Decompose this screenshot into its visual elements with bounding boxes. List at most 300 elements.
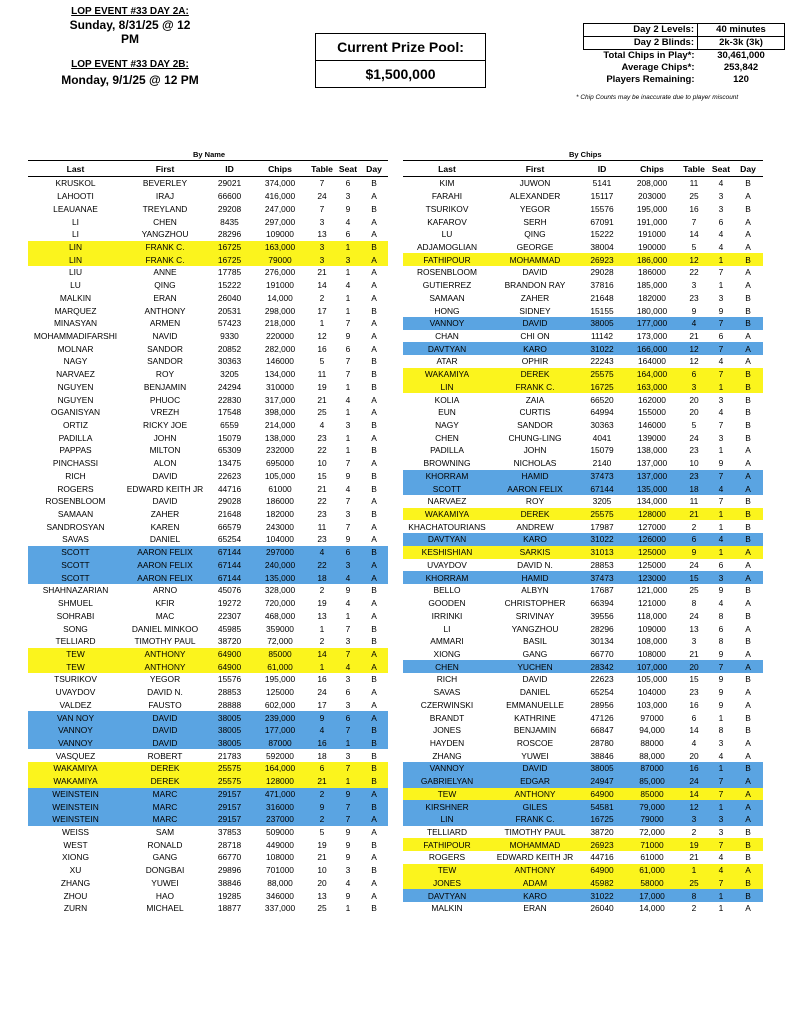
last-name-cell: BROWNING: [423, 458, 471, 469]
id-cell: 38005: [207, 711, 252, 724]
last-name-cell: LIN: [403, 381, 491, 394]
id-cell: 28956: [590, 699, 614, 710]
table-row: [403, 190, 763, 203]
id-cell: 38846: [217, 877, 242, 888]
first-name-cell: CHEN: [153, 216, 177, 227]
id-cell: 26040: [590, 903, 614, 914]
table-row: [403, 304, 763, 317]
last-name-cell: VANNOY: [28, 737, 123, 750]
chips-cell: 125000: [638, 559, 666, 570]
chips-cell: 177,000: [625, 317, 679, 330]
day-cell: A: [371, 598, 377, 609]
seat-cell: 1: [345, 292, 351, 303]
seat-cell: 7: [709, 317, 733, 330]
first-name-cell: ALON: [153, 458, 177, 469]
table-cell: 1: [308, 660, 336, 673]
chips-cell: 104000: [266, 534, 294, 545]
last-name-cell: SHMUEL: [58, 598, 93, 609]
first-name-cell: DAVID N.: [147, 687, 183, 698]
id-cell: 38005: [579, 317, 625, 330]
id-cell: 38005: [207, 737, 252, 750]
first-name-cell: CHI ON: [520, 330, 550, 341]
last-name-cell: VALDEZ: [59, 699, 92, 710]
seat-cell: 1: [709, 800, 733, 813]
first-name-cell: QING: [524, 229, 546, 240]
chips-cell: 72,000: [639, 827, 665, 838]
seat-cell: 7: [336, 813, 360, 826]
seat-cell: 6: [336, 546, 360, 559]
first-name-cell: BENJAMIN: [513, 725, 557, 736]
last-name-cell: LI: [443, 623, 451, 634]
chips-cell: 108000: [638, 648, 666, 659]
id-cell: 31013: [579, 546, 625, 559]
first-name-cell: TIMOTHY PAUL: [134, 636, 196, 647]
table-cell: 11: [689, 496, 699, 507]
id-cell: 67144: [207, 546, 252, 559]
chips-cell: 123000: [625, 571, 679, 584]
table-row: [28, 813, 388, 826]
id-cell: 54581: [579, 800, 625, 813]
day-cell: A: [745, 623, 751, 634]
last-name-cell: IRRINKI: [431, 610, 463, 621]
table-row: [403, 788, 763, 801]
last-name-cell: LU: [70, 280, 81, 291]
chips-cell: 139000: [638, 432, 666, 443]
chips-cell: 317,000: [264, 394, 296, 405]
table-cell: 2: [308, 788, 336, 801]
table-cell: 21: [689, 852, 699, 863]
chips-cell: 94,000: [639, 725, 665, 736]
id-cell: 31022: [579, 889, 625, 902]
last-name-cell: MOLNAR: [57, 343, 94, 354]
chips-cell: 186000: [638, 267, 666, 278]
day-cell: A: [745, 458, 751, 469]
id-cell: 29028: [590, 267, 614, 278]
table-row: [403, 597, 763, 610]
first-name-cell: YUCHEN: [491, 660, 579, 673]
last-name-cell: TEW: [403, 788, 491, 801]
seat-cell: 7: [709, 368, 733, 381]
id-cell: 20531: [217, 305, 242, 316]
table-row: [403, 241, 763, 254]
id-cell: 15079: [590, 445, 614, 456]
table-row: [403, 317, 763, 330]
table-cell: 3: [308, 241, 336, 254]
last-name-cell: SHAHNAZARIAN: [42, 585, 109, 596]
table-row: [403, 660, 763, 673]
last-name-cell: VANNOY: [28, 724, 123, 737]
day-cell: A: [360, 711, 388, 724]
table-row: [403, 355, 763, 368]
table-row: [403, 457, 763, 470]
last-name-cell: PINCHASSI: [52, 458, 99, 469]
id-cell: 64900: [207, 660, 252, 673]
table-cell: 15: [317, 470, 327, 481]
day-cell: A: [745, 280, 751, 291]
table-row: [28, 228, 388, 241]
last-name-cell: BRANDT: [429, 712, 465, 723]
seat-cell: 7: [336, 762, 360, 775]
seat-cell: 9: [345, 330, 351, 341]
chips-cell: 163,000: [252, 241, 308, 254]
first-name-cell: NICHOLAS: [513, 458, 557, 469]
table-row: [28, 826, 388, 839]
day-cell: A: [745, 229, 751, 240]
chips-cell: 164,000: [625, 368, 679, 381]
id-cell: 26923: [579, 253, 625, 266]
table-cell: 8: [679, 889, 709, 902]
day-cell: A: [371, 343, 377, 354]
table-row: [28, 622, 388, 635]
day-cell: A: [371, 521, 377, 532]
first-name-cell: MARC: [123, 800, 207, 813]
first-name-cell: ANTHONY: [144, 305, 186, 316]
prize-pool-value: $1,500,000: [315, 60, 486, 88]
id-cell: 30134: [590, 636, 614, 647]
table-cell: 9: [691, 305, 697, 316]
last-name-cell: ZURN: [63, 903, 88, 914]
blinds-value: 2k-3k (3k): [698, 37, 785, 50]
seat-cell: 1: [709, 889, 733, 902]
table-row: [28, 546, 388, 559]
last-name-cell: VAN NOY: [28, 711, 123, 724]
id-cell: 64900: [579, 788, 625, 801]
day-cell: B: [360, 241, 388, 254]
id-cell: 37473: [579, 571, 625, 584]
players-by-name-table: [28, 160, 388, 915]
id-cell: 17987: [590, 521, 614, 532]
first-name-cell: ARNO: [152, 585, 178, 596]
last-name-cell: TSURIKOV: [425, 203, 469, 214]
table-row: [28, 838, 388, 851]
day-cell: A: [733, 800, 763, 813]
id-cell: 29208: [217, 203, 242, 214]
table-cell: 7: [319, 178, 325, 189]
day-cell: A: [371, 534, 377, 545]
first-name-cell: KARO: [491, 889, 579, 902]
chips-cell: 220000: [266, 330, 294, 341]
seat-cell: 7: [709, 838, 733, 851]
last-name-cell: JONES: [433, 725, 461, 736]
first-name-cell: ERAN: [523, 903, 547, 914]
last-name-cell: WAKAMIYA: [403, 508, 491, 521]
last-name-cell: CHEN: [403, 660, 491, 673]
day-cell: A: [360, 660, 388, 673]
seat-cell: 8: [718, 725, 724, 736]
chips-cell: 61000: [640, 852, 664, 863]
table-row: [403, 253, 763, 266]
day-cell: A: [745, 267, 751, 278]
last-name-cell: UVAYDOV: [427, 559, 467, 570]
table-cell: 2: [691, 521, 697, 532]
table-cell: 11: [317, 521, 327, 532]
last-name-cell: DAVTYAN: [403, 889, 491, 902]
table-cell: 13: [317, 890, 327, 901]
table-row: [403, 520, 763, 533]
first-name-cell: ZAHER: [150, 509, 180, 520]
table-cell: 20: [679, 660, 709, 673]
first-name-cell: ALEXANDER: [509, 191, 561, 202]
first-name-cell: OPHIR: [521, 356, 549, 367]
table-cell: 21: [689, 330, 699, 341]
day-cell: A: [733, 571, 763, 584]
last-name-cell: KRUSKOL: [55, 178, 96, 189]
first-name-cell: DAVID: [123, 724, 207, 737]
first-name-cell: MOHAMMAD: [491, 253, 579, 266]
col-chips: Chips: [252, 161, 308, 177]
table-row: [403, 291, 763, 304]
last-name-cell: LI: [72, 216, 79, 227]
day-cell: A: [745, 903, 751, 914]
id-cell: 19285: [217, 890, 242, 901]
seat-cell: 4: [709, 533, 733, 546]
seat-cell: 4: [709, 864, 733, 877]
day-cell: A: [371, 191, 377, 202]
day-cell: A: [733, 775, 763, 788]
last-name-cell: ROSENBLOOM: [45, 496, 106, 507]
chips-cell: 208,000: [636, 178, 668, 189]
id-cell: 64994: [590, 407, 614, 418]
seat-cell: 7: [336, 648, 360, 661]
id-cell: 16725: [579, 381, 625, 394]
chips-cell: 602,000: [264, 699, 296, 710]
chips-cell: 185,000: [636, 280, 668, 291]
first-name-cell: GANG: [522, 648, 548, 659]
day-cell: B: [733, 381, 763, 394]
table-cell: 11: [689, 178, 699, 189]
table-row: [403, 533, 763, 546]
seat-cell: 3: [345, 699, 351, 710]
seat-cell: 3: [709, 571, 733, 584]
table-cell: 5: [319, 356, 325, 367]
day-cell: B: [371, 305, 377, 316]
first-name-cell: KFIR: [155, 598, 175, 609]
table-cell: 16: [317, 674, 327, 685]
table-row: [403, 864, 763, 877]
day-cell: A: [745, 598, 751, 609]
table-row: [28, 508, 388, 521]
table-cell: 5: [319, 827, 325, 838]
last-name-cell: VASQUEZ: [55, 750, 96, 761]
day-cell: A: [371, 280, 377, 291]
first-name-cell: ZAIA: [525, 394, 545, 405]
last-name-cell: ZHANG: [432, 750, 462, 761]
chips-cell: 17,000: [625, 889, 679, 902]
day-cell: B: [371, 509, 377, 520]
seat-cell: 3: [709, 813, 733, 826]
table-row: [403, 749, 763, 762]
table-row: [403, 571, 763, 584]
first-name-cell: DEREK: [123, 775, 207, 788]
table-cell: 12: [679, 342, 709, 355]
day-cell: B: [733, 533, 763, 546]
day-cell: B: [371, 865, 377, 876]
seat-cell: 3: [336, 253, 360, 266]
id-cell: 16725: [207, 241, 252, 254]
table-row: [28, 470, 388, 483]
last-name-cell: LU: [441, 229, 453, 240]
id-cell: 65254: [590, 687, 614, 698]
id-cell: 21648: [590, 292, 614, 303]
last-name-cell: MARQUEZ: [54, 305, 97, 316]
chips-cell: 105,000: [264, 470, 296, 481]
table-cell: 7: [691, 216, 697, 227]
table-cell: 19: [679, 838, 709, 851]
seat-cell: 3: [718, 203, 724, 214]
table-row: [403, 838, 763, 851]
seat-cell: 7: [345, 521, 351, 532]
table-cell: 21: [317, 483, 327, 494]
day-cell: A: [733, 342, 763, 355]
first-name-cell: YANGZHOU: [511, 623, 559, 634]
table-cell: 11: [317, 369, 327, 380]
players-remaining-value: 120: [733, 74, 749, 85]
seat-cell: 9: [345, 852, 351, 863]
seat-cell: 6: [336, 711, 360, 724]
table-row: [28, 635, 388, 648]
table-cell: 20: [689, 750, 699, 761]
id-cell: 66847: [590, 725, 614, 736]
table-row: [403, 393, 763, 406]
table-row: [28, 279, 388, 292]
id-cell: 64900: [207, 648, 252, 661]
seat-cell: 6: [718, 216, 724, 227]
table-row: [28, 864, 388, 877]
first-name-cell: DEREK: [491, 508, 579, 521]
first-name-cell: DAVID: [522, 674, 548, 685]
id-cell: 28296: [217, 229, 242, 240]
day-cell: B: [371, 178, 377, 189]
table-cell: 22: [308, 559, 336, 572]
seat-cell: 1: [345, 903, 351, 914]
id-cell: 57423: [217, 318, 242, 329]
chips-cell: 88,000: [639, 750, 665, 761]
day-cell: A: [371, 687, 377, 698]
last-name-cell: SONG: [63, 623, 88, 634]
table-row: [403, 762, 763, 775]
table-row: [403, 559, 763, 572]
id-cell: 29157: [207, 800, 252, 813]
id-cell: 4041: [592, 432, 612, 443]
table-cell: 12: [679, 253, 709, 266]
table-row: [28, 304, 388, 317]
first-name-cell: DAVID: [123, 711, 207, 724]
chips-cell: 109000: [266, 229, 294, 240]
chips-cell: 162000: [638, 394, 666, 405]
chips-cell: 155000: [638, 407, 666, 418]
day-cell: A: [733, 813, 763, 826]
day-cell: B: [733, 317, 763, 330]
table-row: [28, 711, 388, 724]
first-name-cell: BRANDON RAY: [504, 280, 566, 291]
table-row: [28, 660, 388, 673]
id-cell: 38846: [590, 750, 614, 761]
table-row: [403, 686, 763, 699]
last-name-cell: MALKIN: [431, 903, 463, 914]
seat-cell: 7: [345, 458, 351, 469]
first-name-cell: JOHN: [153, 432, 177, 443]
id-cell: 28853: [217, 687, 242, 698]
chips-cell: 134,000: [636, 496, 668, 507]
table-cell: 16: [317, 343, 327, 354]
last-name-cell: XIONG: [433, 648, 461, 659]
chips-cell: 182000: [638, 292, 666, 303]
id-cell: 15576: [590, 203, 614, 214]
table-row: [28, 444, 388, 457]
last-name-cell: SAVAS: [62, 534, 89, 545]
seat-cell: 3: [718, 432, 724, 443]
last-name-cell: SOHRABI: [56, 610, 95, 621]
seat-cell: 6: [718, 623, 724, 634]
last-name-cell: WEST: [63, 839, 88, 850]
last-name-cell: TEW: [403, 864, 491, 877]
day-cell: B: [745, 432, 751, 443]
first-name-cell: GILES: [491, 800, 579, 813]
chips-cell: 214,000: [264, 420, 296, 431]
chips-cell: 316000: [252, 800, 308, 813]
day-cell: A: [371, 292, 377, 303]
table-row: [28, 559, 388, 572]
table-row: [403, 215, 763, 228]
seat-cell: 1: [709, 381, 733, 394]
table-cell: 3: [319, 216, 325, 227]
chips-cell: 137,000: [625, 470, 679, 483]
average-chips-value: 253,842: [723, 62, 759, 73]
last-name-cell: ROSENBLOOM: [416, 267, 478, 278]
chips-cell: 203000: [638, 191, 666, 202]
last-name-cell: GABRIELYAN: [403, 775, 491, 788]
chips-cell: 218,000: [264, 318, 296, 329]
seat-cell: 1: [709, 762, 733, 775]
last-name-cell: LEAUANAE: [53, 203, 98, 214]
first-name-cell: FRANK C.: [491, 381, 579, 394]
first-name-cell: DONGBAI: [145, 865, 185, 876]
id-cell: 17785: [217, 267, 242, 278]
day-cell: B: [371, 470, 377, 481]
first-name-cell: ANTHONY: [491, 788, 579, 801]
table-row: [28, 762, 388, 775]
table-row: [403, 737, 763, 750]
last-name-cell: VANNOY: [403, 762, 491, 775]
chips-cell: 297000: [252, 546, 308, 559]
table-cell: 24: [689, 559, 699, 570]
table-cell: 18: [308, 571, 336, 584]
table-row: [28, 457, 388, 470]
day-cell: B: [371, 839, 377, 850]
id-cell: 47126: [590, 712, 614, 723]
table-cell: 21: [679, 508, 709, 521]
seat-cell: 4: [718, 241, 724, 252]
id-cell: 29157: [207, 813, 252, 826]
day-cell: B: [745, 178, 751, 189]
table-cell: 4: [679, 317, 709, 330]
seat-cell: 9: [345, 839, 351, 850]
day-cell: A: [745, 648, 751, 659]
seat-cell: 9: [345, 470, 351, 481]
chips-cell: 195,000: [264, 674, 296, 685]
first-name-cell: SANDOR: [517, 420, 553, 431]
table-cell: 23: [689, 292, 699, 303]
id-cell: 26040: [217, 292, 242, 303]
last-name-cell: VANNOY: [403, 317, 491, 330]
id-cell: 45985: [217, 623, 242, 634]
last-name-cell: JONES: [403, 877, 491, 890]
event-day-2a-title: LOP EVENT #33 DAY 2A:: [71, 6, 189, 17]
seat-cell: 7: [709, 775, 733, 788]
table-cell: 19: [317, 839, 327, 850]
id-cell: 28296: [590, 623, 614, 634]
by-name-label: By Name: [193, 150, 226, 159]
